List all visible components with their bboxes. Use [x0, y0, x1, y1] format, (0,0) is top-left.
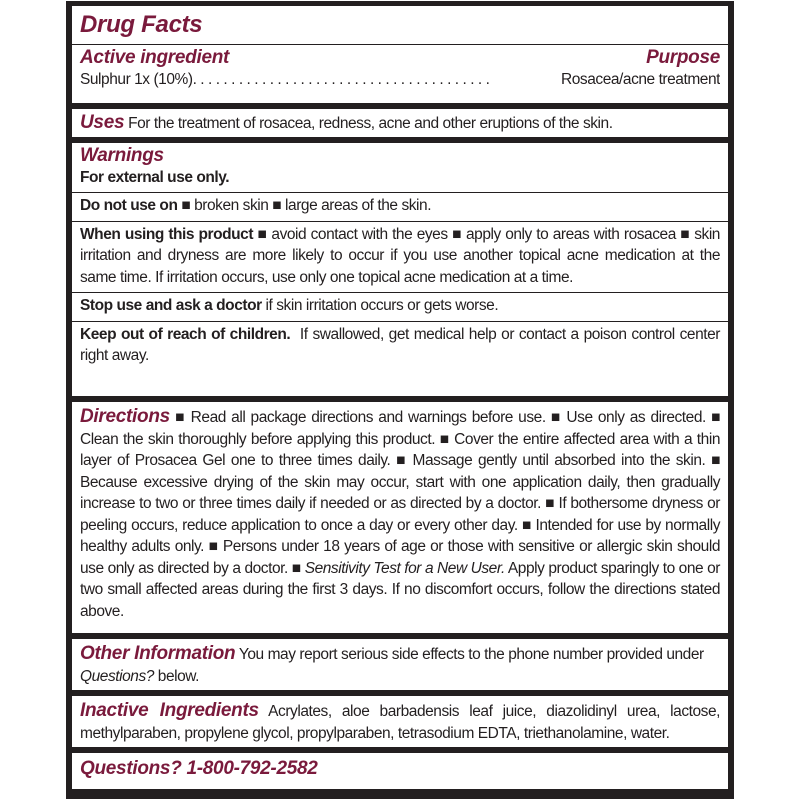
purpose: Rosacea/acne treatment	[561, 70, 720, 88]
directions-text-2: Apply product sparingly to one or two small affected areas during the first 3 days. If no discomfort occurs, follow the directions stated above.	[80, 559, 720, 620]
divider	[72, 221, 728, 222]
active-ingredient-heading: Active ingredient	[80, 47, 230, 68]
when-using: When using this product ■ avoid contact with the eyes ■ apply only to areas with rosacea ■ skin irritation and dryness are more likely to occur if you use another topical acne medication at the same time. If irritation occurs, use only one topical acne medication at a time.	[80, 225, 720, 286]
other-information-heading: Other Information	[80, 643, 236, 664]
keep-out-of-reach: Keep out of reach of children. If swallowed, get medical help or contact a poison control center right away.	[80, 325, 721, 364]
uses-heading: Uses	[80, 112, 125, 133]
divider	[72, 192, 728, 193]
ingredient: Sulphur 1x (10%)	[80, 70, 193, 88]
warnings-heading: Warnings	[80, 145, 164, 166]
warnings-section	[72, 143, 728, 396]
leader-dots: . . . . . . . . . . . . . . . . . . . . . . . . . . . . . . . . . . . . . . .	[192, 70, 490, 88]
directions-heading: Directions	[80, 406, 170, 427]
divider	[72, 44, 728, 45]
uses-section	[72, 109, 728, 137]
questions-phone: Questions? 1-800-792-2582	[80, 758, 318, 779]
drug-facts-panel	[66, 1, 734, 799]
uses-text: For the treatment of rosacea, redness, acne and other eruptions of the skin.	[128, 115, 613, 132]
external-use: For external use only.	[80, 168, 230, 186]
divider	[72, 321, 728, 322]
questions-section	[72, 753, 728, 789]
directions-section	[72, 402, 728, 633]
page-title: Drug Facts	[80, 11, 203, 38]
do-not-use: Do not use on ■ broken skin ■ large areas of the skin.	[80, 197, 432, 214]
other-information-section: Other Information You may report serious side effects to the phone number provided under Questions? below.	[72, 639, 728, 690]
active-ingredient-section	[72, 6, 728, 103]
sensitivity-test: Sensitivity Test for a New User.	[304, 559, 505, 577]
inactive-ingredients-section	[72, 696, 728, 747]
inactive-ingredients-text: Acrylates, aloe barbadensis leaf juice, diazolidinyl urea, lactose, methylparaben, propylene glycol, propylparaben, tetrasodium EDTA, triethanolamine, water.	[80, 703, 720, 742]
inactive-ingredients-heading: Inactive Ingredients	[80, 700, 259, 721]
directions-text: ■ Read all package directions and warnings before use. ■ Use only as directed. ■ Clean the skin thoroughly before applying this product. ■ Cover the entire affected area with a thin layer of Prosacea Gel one to three times daily. ■ Massage gently until absorbed into the skin. ■ Because excessive drying of the skin may occur, start with one application daily, then gradually increase to two or three times daily if needed or as directed by a doctor. ■ If bothersome dryness or peeling occurs, reduce application to once a day or every other day. ■ Intended for use by normally healthy adults only. ■ Persons under 18 years of age or those with sensitive or allergic skin should use only as directed by a doctor. ■	[80, 409, 720, 577]
purpose-heading: Purpose	[646, 47, 720, 68]
divider	[72, 292, 728, 293]
stop-use: Stop use and ask a doctor if skin irritation occurs or gets worse.	[80, 297, 499, 314]
